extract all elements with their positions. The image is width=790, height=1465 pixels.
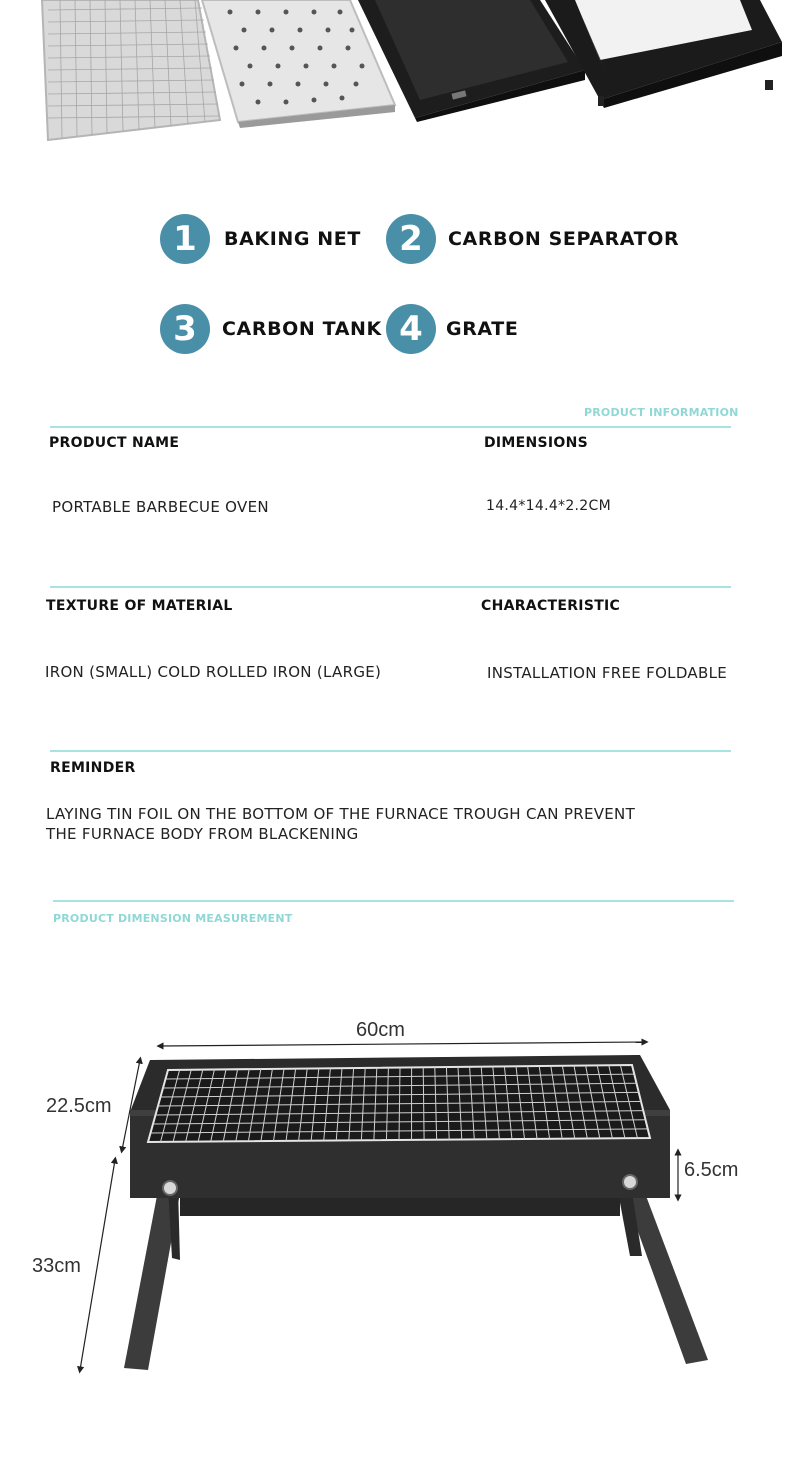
dimensions-value: 14.4*14.4*2.2CM — [486, 498, 611, 514]
reminder-label: REMINDER — [50, 760, 136, 776]
characteristic-value: INSTALLATION FREE FOLDABLE — [487, 664, 727, 682]
part-label: BAKING NET — [224, 228, 361, 250]
depth-label: 6.5cm — [684, 1159, 739, 1181]
baking-net-image — [42, 0, 220, 140]
product-information-title: PRODUCT INFORMATION — [584, 406, 739, 419]
number-badge: 4 — [386, 304, 436, 354]
divider — [50, 426, 731, 428]
part-label: CARBON SEPARATOR — [448, 228, 680, 250]
product-name-label: PRODUCT NAME — [49, 435, 180, 451]
dimensions-label: DIMENSIONS — [484, 435, 589, 451]
length-dimension-line — [160, 1042, 645, 1046]
characteristic-label: CHARACTERISTIC — [481, 598, 621, 614]
carbon-separator-image — [202, 0, 395, 128]
dimension-measurement-title: PRODUCT DIMENSION MEASUREMENT — [53, 912, 293, 925]
product-name-value: PORTABLE BARBECUE OVEN — [52, 498, 269, 516]
divider — [50, 586, 731, 588]
number-badge: 2 — [386, 214, 436, 264]
part-label: CARBON TANK — [222, 318, 382, 340]
part-item-baking-net — [160, 214, 361, 264]
part-label: GRATE — [446, 318, 519, 340]
parts-photo — [0, 0, 790, 150]
part-item-carbon-separator — [386, 214, 679, 264]
number-badge: 3 — [160, 304, 210, 354]
grate-image — [545, 0, 782, 108]
reminder-line: LAYING TIN FOIL ON THE BOTTOM OF THE FURNACE TROUGH CAN PREVENT — [46, 805, 636, 823]
part-item-grate — [386, 304, 518, 354]
reminder-text — [46, 804, 746, 844]
grill-net — [148, 1065, 650, 1142]
length-label: 60cm — [356, 1019, 405, 1041]
part-item-carbon-tank — [160, 304, 382, 354]
grill-dimension-diagram — [0, 960, 790, 1440]
width-label: 22.5cm — [46, 1095, 112, 1117]
reminder-line: THE FURNACE BODY FROM BLACKENING — [46, 825, 359, 843]
height-dimension-line — [80, 1160, 115, 1370]
divider — [50, 750, 731, 752]
number-badge: 1 — [160, 214, 210, 264]
height-label: 33cm — [32, 1255, 81, 1277]
material-value: IRON (SMALL) COLD ROLLED IRON (LARGE) — [45, 663, 382, 681]
material-label: TEXTURE OF MATERIAL — [46, 598, 233, 614]
divider — [53, 900, 734, 902]
